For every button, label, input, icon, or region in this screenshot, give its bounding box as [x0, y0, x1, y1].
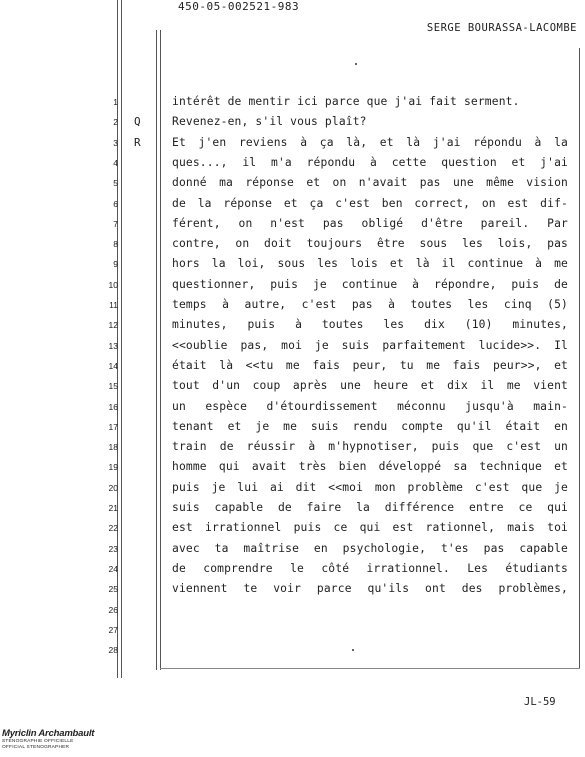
transcript-line-text: contre, on doit toujours être sous les lois, pas	[172, 237, 568, 251]
bottom-rule	[160, 668, 580, 669]
line-number: 3	[113, 137, 118, 148]
transcript-line-text: ques..., il m'a répondu à cette question et j'ai	[172, 155, 568, 169]
line-number: 14	[108, 360, 118, 371]
line-number: 4	[113, 157, 118, 168]
line-number: 27	[108, 624, 118, 635]
transcript-line-text: minutes, puis à toutes les dix (10) minutes,	[172, 318, 568, 332]
speaker-column-rule	[156, 30, 157, 670]
transcript-line-text: temps à autre, c'est pas à toutes les cinq (5)	[172, 298, 568, 311]
logo-line-2: OFFICIAL STENOGRAPHER	[2, 745, 70, 750]
speck	[352, 649, 354, 651]
line-number: 12	[108, 320, 118, 331]
line-number: 23	[108, 543, 118, 554]
transcript-line-text: hors la loi, sous les lois et là il continue à me	[172, 257, 568, 271]
stenographer-logo	[2, 728, 94, 751]
speaker-label: R	[134, 135, 141, 149]
line-number: 1	[113, 97, 118, 107]
line-number: 5	[113, 178, 118, 189]
transcript-line-text: avec ta maîtrise en psychologie, t'es pas capable	[172, 541, 568, 555]
right-margin-rule	[579, 48, 580, 668]
transcript-line-text: tout d'un coup après une heure et dix il me vient	[172, 379, 568, 393]
line-number: 13	[108, 340, 118, 351]
line-number: 22	[108, 523, 118, 534]
line-number: 19	[108, 462, 118, 473]
line-number: 28	[108, 645, 118, 656]
line-number: 15	[108, 381, 118, 392]
transcript-line-text: homme qui avait très bien développé sa technique et	[172, 460, 568, 474]
line-number: 21	[108, 503, 118, 513]
transcript-line-text: Revenez-en, s'il vous plaît?	[172, 115, 367, 129]
transcript-line-text: viennent te voir parce qu'ils ont des problèmes,	[172, 582, 568, 596]
line-number: 10	[108, 279, 118, 290]
line-number: 20	[108, 482, 118, 493]
line-number: 11	[109, 300, 118, 310]
line-number: 18	[108, 442, 118, 453]
transcript-line-text: était là <<tu me fais peur, tu me fais peur>>, et	[172, 358, 568, 372]
transcript-line-text: train de réussir à m'hypnotiser, puis que c'est un	[172, 440, 568, 454]
line-number: 16	[108, 401, 118, 412]
document-number: 450-05-002521-983	[178, 0, 300, 13]
line-number: 6	[113, 198, 118, 209]
logo-line-1: STÉNOGRAPHIE OFFICIELLE	[2, 739, 74, 744]
transcript-line-text: questionner, puis je continue à répondre, puis de	[172, 277, 568, 291]
transcript-line-text: Et j'en reviens à ça là, et là j'ai répondu à la	[172, 135, 568, 149]
transcript-line-text: intérêt de mentir ici parce que j'ai fait serment.	[172, 95, 520, 108]
witness-name: SERGE BOURASSA-LACOMBE	[426, 22, 577, 34]
line-number: 25	[108, 584, 118, 595]
speck	[355, 63, 357, 65]
line-number: 8	[113, 239, 118, 250]
transcript-line-text: <<oublie pas, moi je suis parfaitement lucide>>. Il	[172, 338, 568, 352]
line-number: 17	[108, 421, 118, 432]
transcript-line-text: est irrationnel puis ce qui est rationnel, mais toi	[172, 521, 568, 535]
logo-name: Myriclin Archambault	[2, 728, 95, 739]
transcript-line-text: de la réponse et ça c'est ben correct, on est dif-	[172, 196, 568, 210]
speaker-column-rule	[160, 30, 161, 670]
transcript-line-text: suis capable de faire la différence entre ce qui	[172, 501, 568, 514]
transcript-line-text: un espèce d'étourdissement méconnu jusqu'à main-	[172, 399, 568, 413]
line-number: 9	[113, 259, 118, 270]
line-number: 7	[113, 218, 118, 229]
line-number: 24	[108, 563, 118, 574]
margin-rule	[121, 0, 122, 678]
page-code: JL-59	[524, 696, 556, 708]
transcript-line-text: de comprendre le côté irrationnel. Les étudiants	[172, 561, 568, 575]
line-number: 2	[113, 117, 118, 128]
transcript-line-text: donné ma réponse et on n'avait pas une même vision	[172, 176, 568, 190]
speaker-label: Q	[134, 115, 141, 129]
transcript-line-text: férent, on n'est pas obligé d'être pareil. Par	[172, 216, 568, 230]
line-number: 26	[108, 604, 118, 615]
transcript-line-text: tenant et je me suis rendu compte qu'il était en	[172, 419, 568, 433]
transcript-line-text: puis je lui ai dit <<moi mon problème c'est que je	[172, 480, 568, 494]
